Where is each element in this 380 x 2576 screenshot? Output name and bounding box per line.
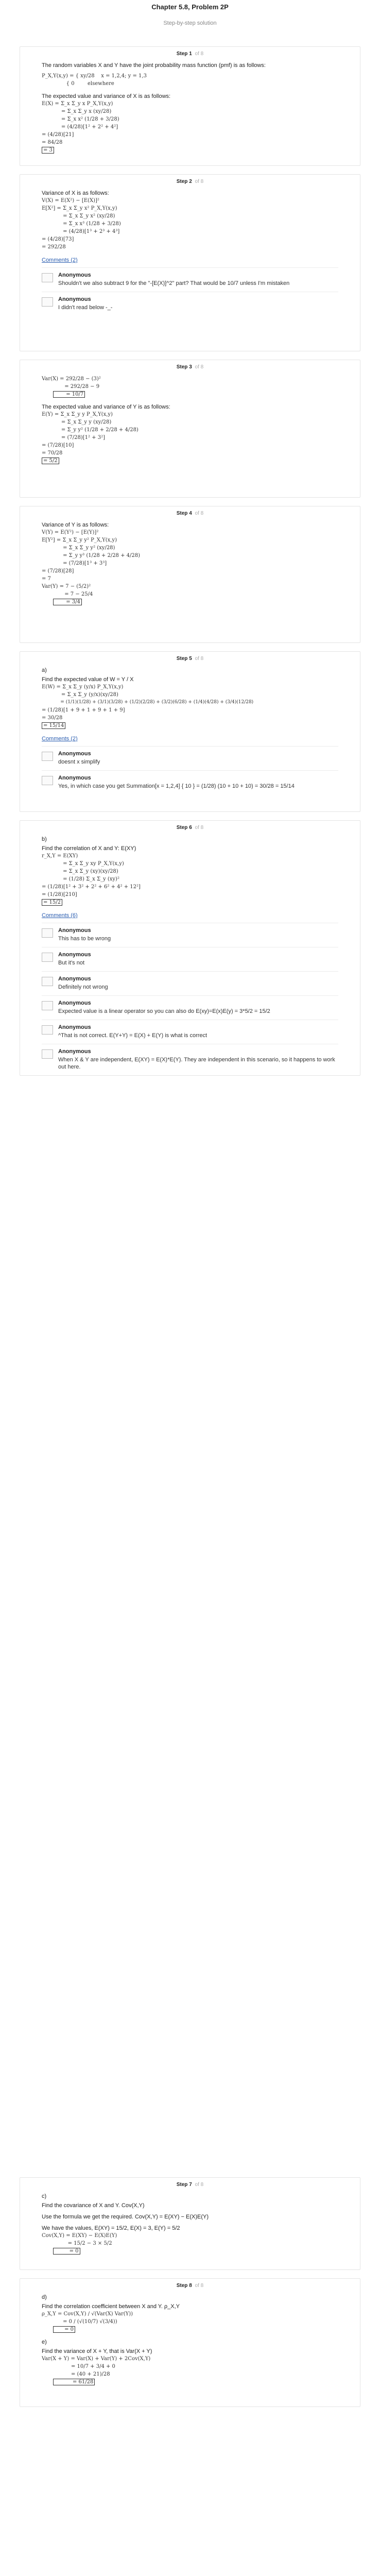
comment-text: doesnt x simplify xyxy=(58,759,100,765)
step-header xyxy=(42,821,338,831)
page-header xyxy=(0,0,380,38)
step-count: of 8 xyxy=(195,825,204,831)
math-result xyxy=(42,457,338,465)
math-line: = Σ_y y² (1/28 + 2/28 + 4/28) xyxy=(53,427,139,433)
math-line: = 292/28 − 9 xyxy=(53,384,100,389)
step-label: Step 1 xyxy=(176,51,192,57)
step-card-1 xyxy=(20,46,360,166)
comment-author: Anonymous xyxy=(58,976,91,982)
part-label: a) xyxy=(42,667,47,673)
math-line: = Σ_x x³ (1/28 + 3/28) xyxy=(53,221,121,227)
math-line: = (40 + 21)/28 xyxy=(53,2371,110,2377)
avatar xyxy=(42,273,53,282)
math-line: = Σ_x Σ_y y² (xy/28) xyxy=(53,545,115,551)
step-text: Find the expected value of W = Y / X xyxy=(42,676,134,683)
comment xyxy=(42,292,338,312)
comment-text: But it's not xyxy=(58,960,85,966)
comment-author: Anonymous xyxy=(58,1048,91,1055)
step-header xyxy=(42,360,338,370)
step-header xyxy=(42,47,338,57)
math-line: E(W) = Σ_x Σ_y (y/x) P_X,Y(x,y) xyxy=(42,684,124,690)
comment xyxy=(42,923,338,943)
math-line: = Σ_x Σ_y y (xy/28) xyxy=(53,419,112,425)
comment xyxy=(42,947,338,967)
page-title: Chapter 5.8, Problem 2P xyxy=(151,3,229,11)
comment-author: Anonymous xyxy=(58,1000,91,1006)
boxed-answer: = 3/4 xyxy=(53,599,82,605)
avatar xyxy=(42,1049,53,1059)
step-text: We have the values, E(XY) = 15/2, E(X) = 3, E(Y) = 5/2 xyxy=(42,2225,180,2231)
math-line: Var(Y) = 7 − (5/2)² xyxy=(42,584,91,589)
math-line: = (4/28)[1³ + 2³ + 4³] xyxy=(53,229,120,234)
comment-author: Anonymous xyxy=(58,952,91,958)
math-line: = 7 xyxy=(42,576,51,582)
math-result xyxy=(42,2247,338,2255)
step-header xyxy=(42,652,338,662)
math-line: = Σ_y y³ (1/28 + 2/28 + 4/28) xyxy=(53,553,141,558)
step-count: of 8 xyxy=(195,179,204,184)
math-line: = (1/28)[210] xyxy=(42,892,77,897)
step-label: Step 6 xyxy=(176,825,192,831)
step-label: Step 4 xyxy=(176,511,192,516)
comment-text: Expected value is a linear operator so you can also do E(xy)=E(x)E(y) = 3*5/2 = 15/2 xyxy=(58,1008,270,1014)
math-line: = Σ_x Σ_y xy P_X,Y(x,y) xyxy=(53,861,124,867)
step-text: Use the formula we get the required. Cov(X,Y) = E(XY) − E(X)E(Y) xyxy=(42,2214,209,2220)
boxed-answer: = 10/7 xyxy=(53,391,85,398)
math-line: = (1/28)[1² + 3² + 2² + 6² + 4² + 12²] xyxy=(42,884,141,890)
avatar xyxy=(42,977,53,986)
math-line: E[Y²] = Σ_x Σ_y y² P_X,Y(x,y) xyxy=(42,537,117,543)
comment xyxy=(42,770,338,790)
math-line: = 0 / (√(10/7) √(3/4)) xyxy=(53,2319,117,2325)
step-count: of 8 xyxy=(195,2182,204,2188)
comment-author: Anonymous xyxy=(58,927,91,934)
math-line: ρ_X,Y = Cov(X,Y) / √(Var(X) Var(Y)) xyxy=(42,2311,133,2317)
math-line: { 0 elsewhere xyxy=(42,81,114,87)
step-text: The random variables X and Y have the joint probability mass function (pmf) is as follows: xyxy=(42,62,266,69)
math-result xyxy=(42,2378,338,2386)
math-line: = 10/7 + 3/4 + 0 xyxy=(53,2364,115,2369)
comments-link[interactable]: Comments (2) xyxy=(42,736,78,742)
comments-link[interactable]: Comments (6) xyxy=(42,912,78,919)
step-card-4 xyxy=(20,506,360,643)
comment-author: Anonymous xyxy=(58,1024,91,1030)
step-label: Step 2 xyxy=(176,179,192,184)
math-line: = Σ_x Σ_y (y/x)(xy/28) xyxy=(53,692,118,698)
step-card-2 xyxy=(20,174,360,351)
step-count: of 8 xyxy=(195,51,204,57)
comment xyxy=(42,1044,338,1071)
math-line: V(X) = E(X²) − [E(X)]² xyxy=(42,198,99,204)
math-line: E[X²] = Σ_x Σ_y x² P_X,Y(x,y) xyxy=(42,206,117,211)
step-card-7 xyxy=(20,2177,360,2270)
step-card-5 xyxy=(20,651,360,812)
part-label: d) xyxy=(42,2294,47,2300)
avatar xyxy=(42,752,53,761)
step-text: The expected value and variance of X is as follows: xyxy=(42,93,171,99)
math-line: = (1/28) Σ_x Σ_y (xy)² xyxy=(53,876,119,882)
step-text: Find the correlation coefficient between X and Y. ρ_X,Y xyxy=(42,2303,180,2310)
math-line: = Σ_x Σ_y (xy)(xy/28) xyxy=(53,869,118,874)
comment xyxy=(42,746,338,766)
step-header xyxy=(42,506,338,516)
comment xyxy=(42,1020,338,1040)
part-label: c) xyxy=(42,2193,47,2199)
math-line: = (4/28)[73] xyxy=(42,236,74,242)
math-line: = (7/28)[1² + 3²] xyxy=(53,435,105,440)
math-line: E(X) = Σ_x Σ_y x P_X,Y(x,y) xyxy=(42,101,113,107)
step-count: of 8 xyxy=(195,364,204,370)
step-label: Step 7 xyxy=(176,2182,192,2188)
boxed-answer: = 61/28 xyxy=(53,2379,95,2385)
avatar xyxy=(42,1025,53,1035)
boxed-answer: = 0 xyxy=(53,2326,75,2333)
comment xyxy=(42,971,338,991)
step-count: of 8 xyxy=(195,511,204,516)
math-line: = 70/28 xyxy=(42,450,63,456)
step-label: Step 5 xyxy=(176,656,192,662)
step-label: Step 8 xyxy=(176,2283,192,2289)
math-line: = 15/2 − 3 × 5/2 xyxy=(53,2241,112,2246)
boxed-answer: = 15/14 xyxy=(42,722,65,729)
step-header xyxy=(42,2279,338,2289)
math-line: = Σ_x Σ_y x (xy/28) xyxy=(53,109,112,114)
step-text: Variance of X is as follows: xyxy=(42,190,109,196)
comment-text: This has to be wrong xyxy=(58,936,111,942)
math-line: = (1/28)[1 + 9 + 1 + 9 + 1 + 9] xyxy=(42,707,125,713)
step-text: Find the covariance of X and Y. Cov(X,Y) xyxy=(42,2202,145,2209)
comment-text: I didn't read below -_- xyxy=(58,304,113,311)
avatar xyxy=(42,1001,53,1010)
math-line: = (4/28)[1² + 2² + 4²] xyxy=(53,124,118,130)
step-text: Find the correlation of X and Y: E(XY) xyxy=(42,845,136,852)
comment-author: Anonymous xyxy=(58,296,91,302)
part-label: e) xyxy=(42,2339,47,2345)
math-result xyxy=(42,598,338,606)
comment xyxy=(42,995,338,1015)
math-line: = (7/28)[1³ + 3³] xyxy=(53,561,107,566)
boxed-answer: = 3 xyxy=(42,147,54,154)
math-line: V(Y) = E(Y²) − [E(Y)]² xyxy=(42,530,99,535)
math-line: = (7/28)[10] xyxy=(42,443,74,448)
step-count: of 8 xyxy=(195,2283,204,2289)
math-line: Cov(X,Y) = E(XY) − E(X)E(Y) xyxy=(42,2233,117,2239)
comment-author: Anonymous xyxy=(58,775,91,781)
comment-author: Anonymous xyxy=(58,272,91,278)
math-result xyxy=(42,391,338,398)
comment-text: Definitely not wrong xyxy=(58,984,108,990)
math-line: = Σ_x x² (1/28 + 3/28) xyxy=(53,116,119,122)
boxed-answer: = 5/2 xyxy=(42,457,59,464)
boxed-answer: = 15/2 xyxy=(42,899,62,906)
math-result xyxy=(42,899,338,906)
step-text: The expected value and variance of Y is as follows: xyxy=(42,404,170,410)
step-header xyxy=(42,175,338,184)
step-text: Find the variance of X + Y, that is Var(X + Y) xyxy=(42,2348,152,2354)
boxed-answer: = 0 xyxy=(53,2248,80,2255)
math-line: = 84/28 xyxy=(42,140,63,145)
avatar xyxy=(42,776,53,785)
math-line: Var(X) = 292/28 − (3)² xyxy=(42,376,101,382)
avatar xyxy=(42,297,53,307)
math-line: = (7/28)[28] xyxy=(42,568,74,574)
comment-text: ^That is not correct. E(Y+Y) = E(X) + E(Y) is what is correct xyxy=(58,1032,208,1039)
math-line: = 292/28 xyxy=(42,244,66,250)
step-header xyxy=(42,2178,338,2188)
math-line: = (1/1)(1/28) + (3/1)(3/28) + (1/2)(2/28) + (3/2)(6/28) + (1/4)(4/28) + (3/4)(12/28) xyxy=(53,700,254,705)
step-card-6 xyxy=(20,820,360,1076)
step-count: of 8 xyxy=(195,656,204,662)
avatar xyxy=(42,953,53,962)
step-text: Variance of Y is as follows: xyxy=(42,522,109,528)
step-card-8 xyxy=(20,2278,360,2407)
math-result xyxy=(42,722,338,730)
math-result xyxy=(42,146,338,154)
math-line: = (4/28)[21] xyxy=(42,132,74,138)
math-line: = 30/28 xyxy=(42,715,63,721)
math-line: Var(X + Y) = Var(X) + Var(Y) + 2Cov(X,Y) xyxy=(42,2356,151,2362)
comment-text: When X & Y are independent, E(XY) = E(X)*E(Y). They are independent in this scenario, so it happens to work out here. xyxy=(58,1057,335,1070)
math-line: = 7 − 25/4 xyxy=(53,591,93,597)
math-line: P_X,Y(x,y) = { xy/28 x = 1,2,4; y = 1,3 xyxy=(42,73,147,79)
step-label: Step 3 xyxy=(176,364,192,370)
math-line: E(Y) = Σ_x Σ_y y P_X,Y(x,y) xyxy=(42,412,113,417)
page-subtitle: Step-by-step solution xyxy=(163,20,217,26)
math-line: r_X,Y = E(XY) xyxy=(42,853,78,859)
comment-text: Yes, in which case you get Summation[x = 1,2,4] { 10 } = (1/28) (10 + 10 + 10) = 30/28 = 15/14 xyxy=(58,783,295,789)
comment-text: Shouldn't we also subtract 9 for the "-[E(X)]^2" part? That would be 10/7 unless I'm mistaken xyxy=(58,280,290,286)
math-line: = Σ_x Σ_y x² (xy/28) xyxy=(53,213,115,219)
avatar xyxy=(42,928,53,938)
comment xyxy=(42,267,338,287)
step-card-3 xyxy=(20,360,360,498)
math-result xyxy=(42,2326,338,2333)
part-label: b) xyxy=(42,836,47,842)
comment-author: Anonymous xyxy=(58,751,91,757)
comments-link[interactable]: Comments (2) xyxy=(42,257,78,263)
